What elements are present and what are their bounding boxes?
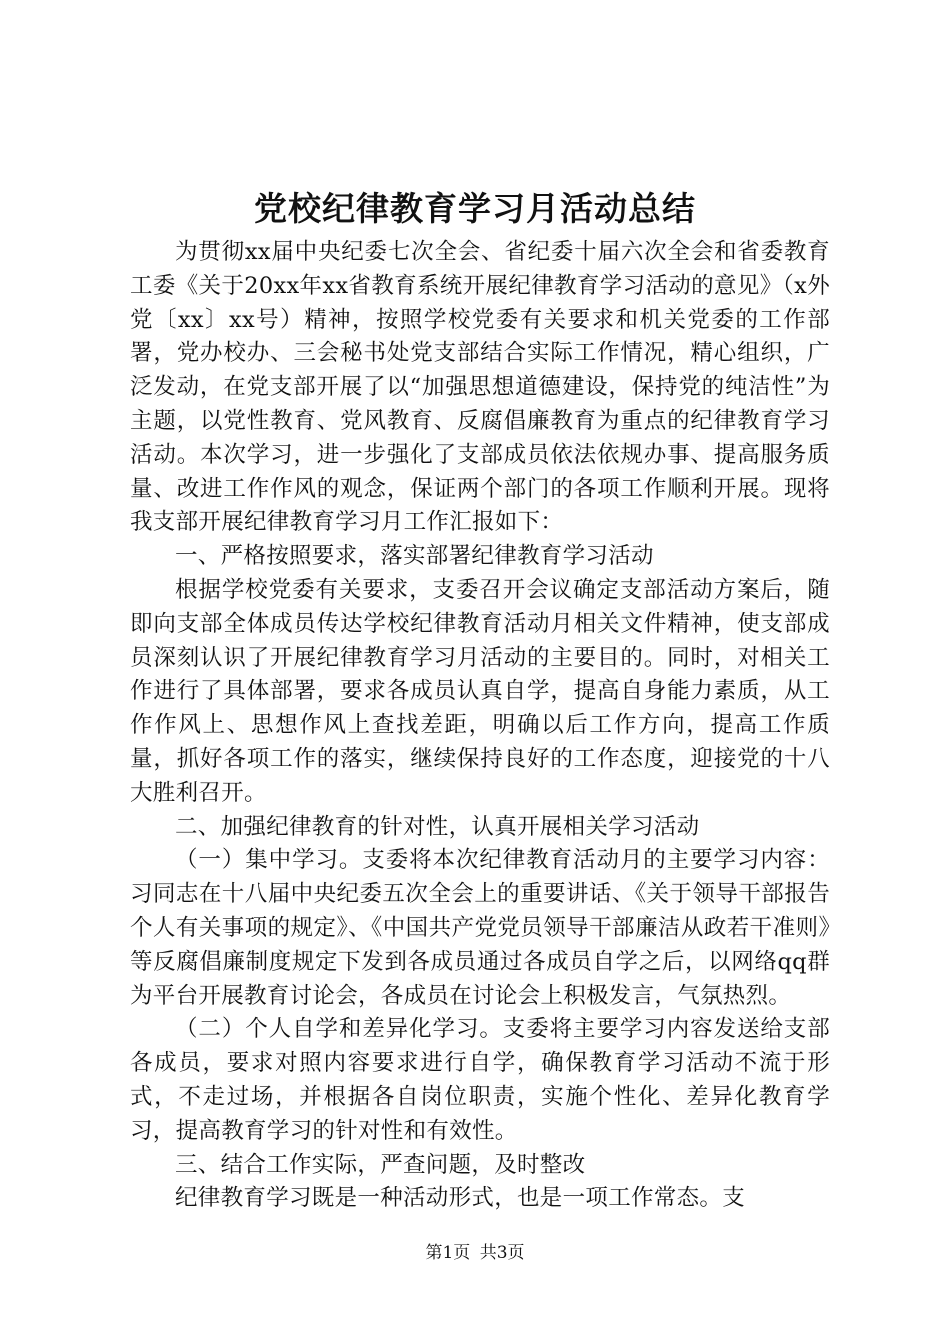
paragraph-section-2-2: （二）个人自学和差异化学习。支委将主要学习内容发送给支部各成员，要求对照内容要求进行自学，确保教育学习活动不流于形式，不走过场，并根据各自岗位职责，实施个性化、差异化教育学习，提高教育学习的针对性和有效性。 — [130, 1016, 830, 1144]
paragraph-section-3: 纪律教育学习既是一种活动形式，也是一项工作常态。支 — [175, 1185, 746, 1212]
document-body — [130, 236, 830, 1216]
page-total: 共3页 — [479, 1243, 525, 1263]
section-heading-3: 三、结合工作实际，严查问题，及时整改 — [175, 1151, 586, 1178]
document-title: 党校纪律教育学习月活动总结 — [254, 189, 696, 228]
paragraph-section-2-1: （一）集中学习。支委将本次纪律教育活动月的主要学习内容：习同志在十八届中央纪委五次全会上的重要讲话、《关于领导干部报告个人有关事项的规定》、《中国共产党党员领导干部廉洁从政若干准则》等反腐倡廉制度规定下发到各成员通过各成员自学之后，以网络qq群为平台开展教育讨论会，各成员在讨论会上积极发言，气氛热烈。 — [130, 847, 830, 1009]
page-footer — [0, 1240, 950, 1266]
paragraph-intro: 为贯彻xx届中央纪委七次全会、省纪委十届六次全会和省委教育工委《关于20xx年xx省教育系统开展纪律教育学习活动的意见》（x外党〔xx〕xx号）精神，按照学校党委有关要求和机关党委的工作部署，党办校办、三会秘书处党支部结合实际工作情况，精心组织，广泛发动，在党支部开展了以“加强思想道德建设，保持党的纯洁性”为主题，以党性教育、党风教育、反腐倡廉教育为重点的纪律教育学习活动。本次学习，进一步强化了支部成员依法依规办事、提高服务质量、改进工作作风的观念，保证两个部门的各项工作顺利开展。现将我支部开展纪律教育学习月工作汇报如下： — [130, 239, 830, 536]
section-heading-1: 一、严格按照要求，落实部署纪律教育学习活动 — [175, 543, 654, 570]
page-number: 第1页 — [425, 1243, 471, 1263]
paragraph-section-1: 根据学校党委有关要求，支委召开会议确定支部活动方案后，随即向支部全体成员传达学校纪律教育活动月相关文件精神，使支部成员深刻认识了开展纪律教育学习月活动的主要目的。同时，对相关工作进行了具体部署，要求各成员认真自学，提高自身能力素质，从工作作风上、思想作风上查找差距，明确以后工作方向，提高工作质量，抓好各项工作的落实，继续保持良好的工作态度，迎接党的十八大胜利召开。 — [130, 576, 830, 806]
section-heading-2: 二、加强纪律教育的针对性，认真开展相关学习活动 — [175, 813, 700, 840]
